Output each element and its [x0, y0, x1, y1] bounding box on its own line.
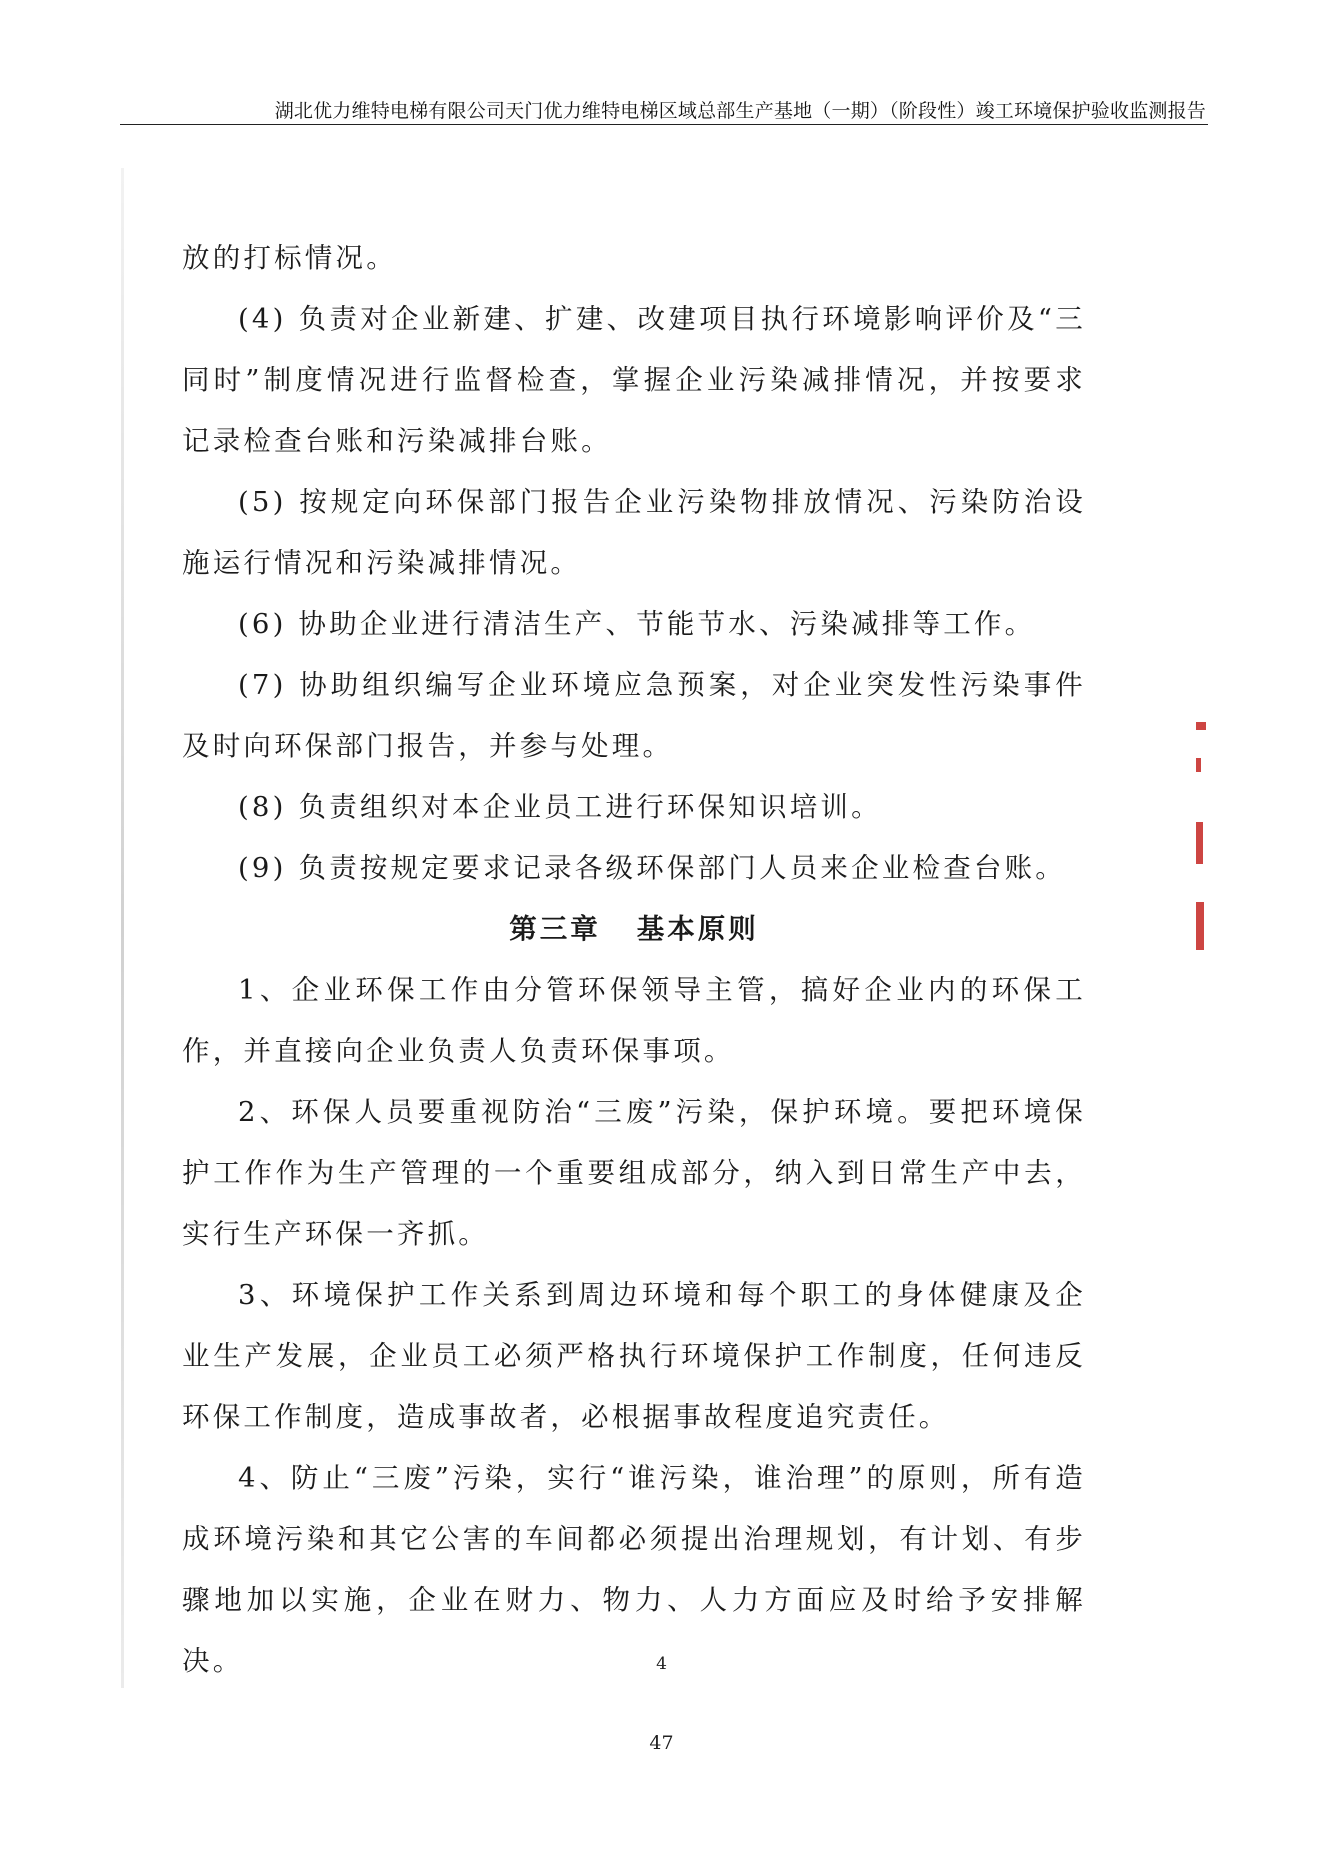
seal-stamp-fragment-2 [1196, 758, 1201, 772]
running-header: 湖北优力维特电梯有限公司天门优力维特电梯区域总部生产基地（一期）（阶段性）竣工环境保护验收监测报告 [274, 100, 1206, 122]
header-divider [120, 124, 1208, 125]
paragraph-item-8: (8) 负责组织对本企业员工进行环保知识培训。 [238, 791, 882, 823]
document-body [182, 228, 1086, 1692]
principle-2: 2、环保人员要重视防治“三废”污染，保护环境。要把环境保护工作作为生产管理的一个重要组成部分，纳入到日常生产中去，实行生产环保一齐抓。 [182, 1096, 1086, 1250]
principle-1: 1、企业环保工作由分管环保领导主管，搞好企业内的环保工作，并直接向企业负责人负责环保事项。 [182, 974, 1086, 1067]
outer-page-number: 47 [649, 1732, 674, 1754]
paragraph-item-9: (9) 负责按规定要求记录各级环保部门人员来企业检查台账。 [238, 852, 1066, 884]
principle-4: 4、防止“三废”污染，实行“谁污染，谁治理”的原则，所有造成环境污染和其它公害的车间都必须提出治理规划，有计划、有步骤地加以实施，企业在财力、物力、人力方面应及时给予安排解决。 [182, 1462, 1086, 1677]
seal-stamp-fragment-3 [1196, 822, 1203, 864]
paragraph-continuation: 放的打标情况。 [182, 242, 397, 274]
principle-3: 3、环境保护工作关系到周边环境和每个职工的身体健康及企业生产发展，企业员工必须严格执行环境保护工作制度，任何违反环保工作制度，造成事故者，必根据事故程度追究责任。 [182, 1279, 1086, 1433]
paragraph-item-7: (7) 协助组织编写企业环境应急预案，对企业突发性污染事件及时向环保部门报告，并参与处理。 [182, 669, 1086, 762]
chapter-heading [182, 899, 1086, 960]
paragraph-item-5: (5) 按规定向环保部门报告企业污染物排放情况、污染防治设施运行情况和污染减排情况。 [182, 486, 1086, 579]
inner-page-number: 4 [656, 1654, 667, 1674]
seal-stamp-fragment-1 [1196, 722, 1206, 730]
chapter-title: 基本原则 [636, 913, 759, 945]
paragraph-item-4: (4) 负责对企业新建、扩建、改建项目执行环境影响评价及“三同时”制度情况进行监督检查，掌握企业污染减排情况，并按要求记录检查台账和污染减排台账。 [182, 303, 1086, 457]
chapter-number: 第三章 [509, 913, 601, 945]
seal-stamp-fragment-4 [1196, 902, 1204, 950]
scan-binding-edge [121, 168, 124, 1688]
paragraph-item-6: (6) 协助企业进行清洁生产、节能节水、污染减排等工作。 [238, 608, 1036, 640]
